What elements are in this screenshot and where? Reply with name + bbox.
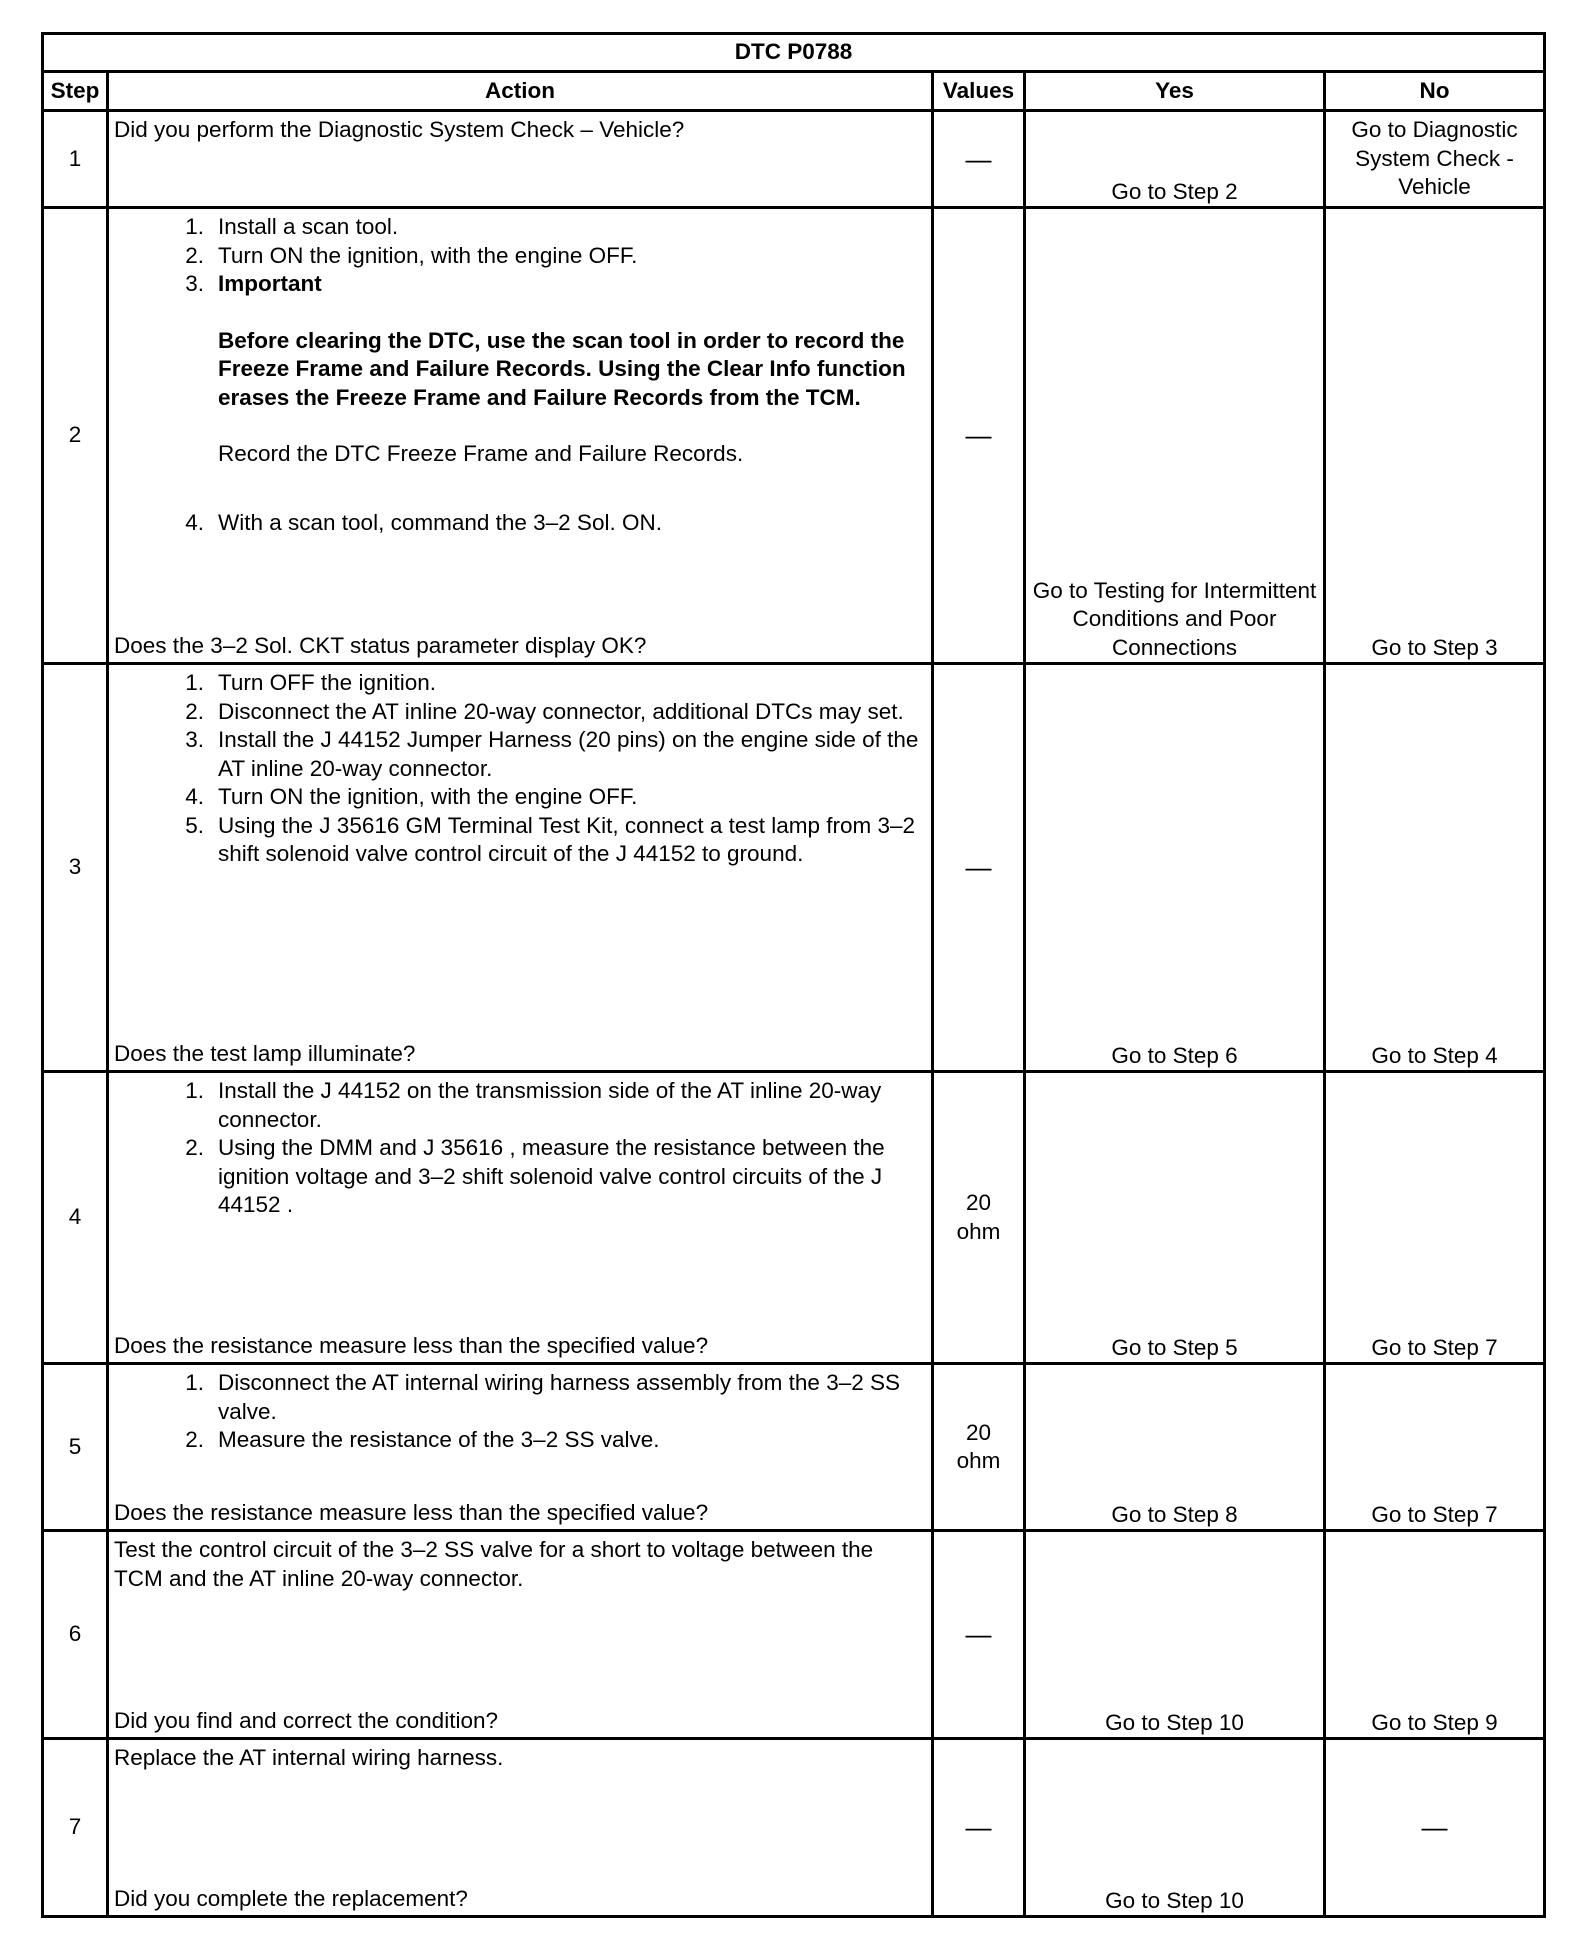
header-no: No (1325, 72, 1545, 111)
action-cell (108, 1364, 933, 1531)
yes-cell: Go to Step 8 (1025, 1364, 1325, 1531)
no-cell: Go to Step 7 (1325, 1364, 1545, 1531)
table-row (43, 111, 1545, 208)
header-action: Action (108, 72, 933, 111)
list-item: 1. Turn OFF the ignition. (185, 670, 437, 695)
list-item: 4. Turn ON the ignition, with the engine OFF. (185, 784, 638, 809)
action-steps (114, 509, 927, 538)
action-text: Replace the AT internal wiring harness. (114, 1745, 504, 1770)
title-row (43, 34, 1545, 72)
step-number: 4 (43, 1072, 108, 1364)
action-text: Test the control circuit of the 3–2 SS valve for a short to voltage between the TCM and the AT inline 20-way connector. (114, 1537, 874, 1591)
list-item: 1. Install a scan tool. (185, 214, 399, 239)
yes-cell: Go to Step 10 (1025, 1739, 1325, 1917)
action-steps (114, 1077, 927, 1220)
action-steps (114, 213, 927, 299)
action-question: Does the test lamp illuminate? (114, 1040, 416, 1066)
action-cell (108, 1531, 933, 1739)
table-row (43, 208, 1545, 664)
table-row (43, 1739, 1545, 1917)
table-row (43, 1072, 1545, 1364)
header-step: Step (43, 72, 108, 111)
step-number: 5 (43, 1364, 108, 1531)
dtc-table (41, 32, 1546, 1918)
list-item: 4. With a scan tool, command the 3–2 Sol. ON. (185, 509, 662, 535)
value-cell: — (933, 1531, 1025, 1739)
table-row (43, 664, 1545, 1072)
step-number: 7 (43, 1739, 108, 1917)
step-number: 1 (43, 111, 108, 208)
list-item: 2. Using the DMM and J 35616 , measure the resistance between the ignition voltage and 3–2 shift solenoid valve control circuits of the J 44152 . (185, 1135, 885, 1217)
list-item: 5. Using the J 35616 GM Terminal Test Kit, connect a test lamp from 3–2 shift solenoid valve control circuit of the J 44152 to ground. (185, 812, 916, 866)
table-row (43, 1531, 1545, 1739)
list-item: 3. Install the J 44152 Jumper Harness (20 pins) on the engine side of the AT inline 20-way connector. (185, 727, 919, 781)
list-item: 2. Disconnect the AT inline 20-way connector, additional DTCs may set. (185, 698, 904, 724)
no-cell: Go to Step 9 (1325, 1531, 1545, 1739)
table-title: DTC P0788 (43, 34, 1545, 72)
action-cell (108, 664, 933, 1072)
no-cell: — (1325, 1739, 1545, 1917)
action-cell (108, 1739, 933, 1917)
value-cell: — (933, 111, 1025, 208)
value-text: 20 ohm (956, 1419, 1001, 1473)
yes-cell: Go to Testing for Intermittent Conditions and Poor Connections (1025, 208, 1325, 664)
value-cell (933, 1364, 1025, 1531)
value-cell: — (933, 1739, 1025, 1917)
value-cell: — (933, 208, 1025, 664)
action-steps (114, 669, 927, 869)
no-cell: Go to Step 4 (1325, 664, 1545, 1072)
yes-cell: Go to Step 2 (1025, 111, 1325, 208)
no-cell: Go to Step 3 (1325, 208, 1545, 664)
action-question: Does the resistance measure less than the specified value? (114, 1332, 709, 1358)
action-cell (108, 111, 933, 208)
table-row (43, 1364, 1545, 1531)
no-cell: Go to Step 7 (1325, 1072, 1545, 1364)
step-number: 6 (43, 1531, 108, 1739)
value-cell (933, 1072, 1025, 1364)
value-text: 20 ohm (956, 1190, 1001, 1244)
step-number: 2 (43, 208, 108, 664)
list-item: 1. Disconnect the AT internal wiring harness assembly from the 3–2 SS valve. (185, 1370, 900, 1424)
action-steps (114, 1369, 927, 1455)
action-cell (108, 1072, 933, 1364)
value-cell: — (933, 664, 1025, 1072)
header-values: Values (933, 72, 1025, 111)
action-question: Did you find and correct the condition? (114, 1707, 498, 1733)
action-text: Did you perform the Diagnostic System Check – Vehicle? (114, 117, 685, 142)
yes-cell: Go to Step 5 (1025, 1072, 1325, 1364)
header-yes: Yes (1025, 72, 1325, 111)
step-number: 3 (43, 664, 108, 1072)
list-item: 2. Measure the resistance of the 3–2 SS valve. (185, 1427, 660, 1452)
header-row (43, 72, 1545, 111)
action-question: Does the 3–2 Sol. CKT status parameter display OK? (114, 632, 647, 658)
important-note: Before clearing the DTC, use the scan tool in order to record the Freeze Frame and Failure Records. Using the Clear Info function erases the Freeze Frame and Failure Records from the TCM. (218, 327, 906, 410)
yes-cell: Go to Step 6 (1025, 664, 1325, 1072)
action-cell (108, 208, 933, 664)
record-note: Record the DTC Freeze Frame and Failure Records. (218, 441, 744, 466)
no-cell: Go to Diagnostic System Check - Vehicle (1325, 111, 1545, 208)
action-question: Did you complete the replacement? (114, 1885, 468, 1911)
list-item: 3. Important (185, 271, 322, 296)
list-item: 1. Install the J 44152 on the transmission side of the AT inline 20-way connector. (185, 1078, 882, 1132)
list-item: 2. Turn ON the ignition, with the engine OFF. (185, 242, 638, 268)
yes-cell: Go to Step 10 (1025, 1531, 1325, 1739)
action-question: Does the resistance measure less than the specified value? (114, 1499, 709, 1525)
